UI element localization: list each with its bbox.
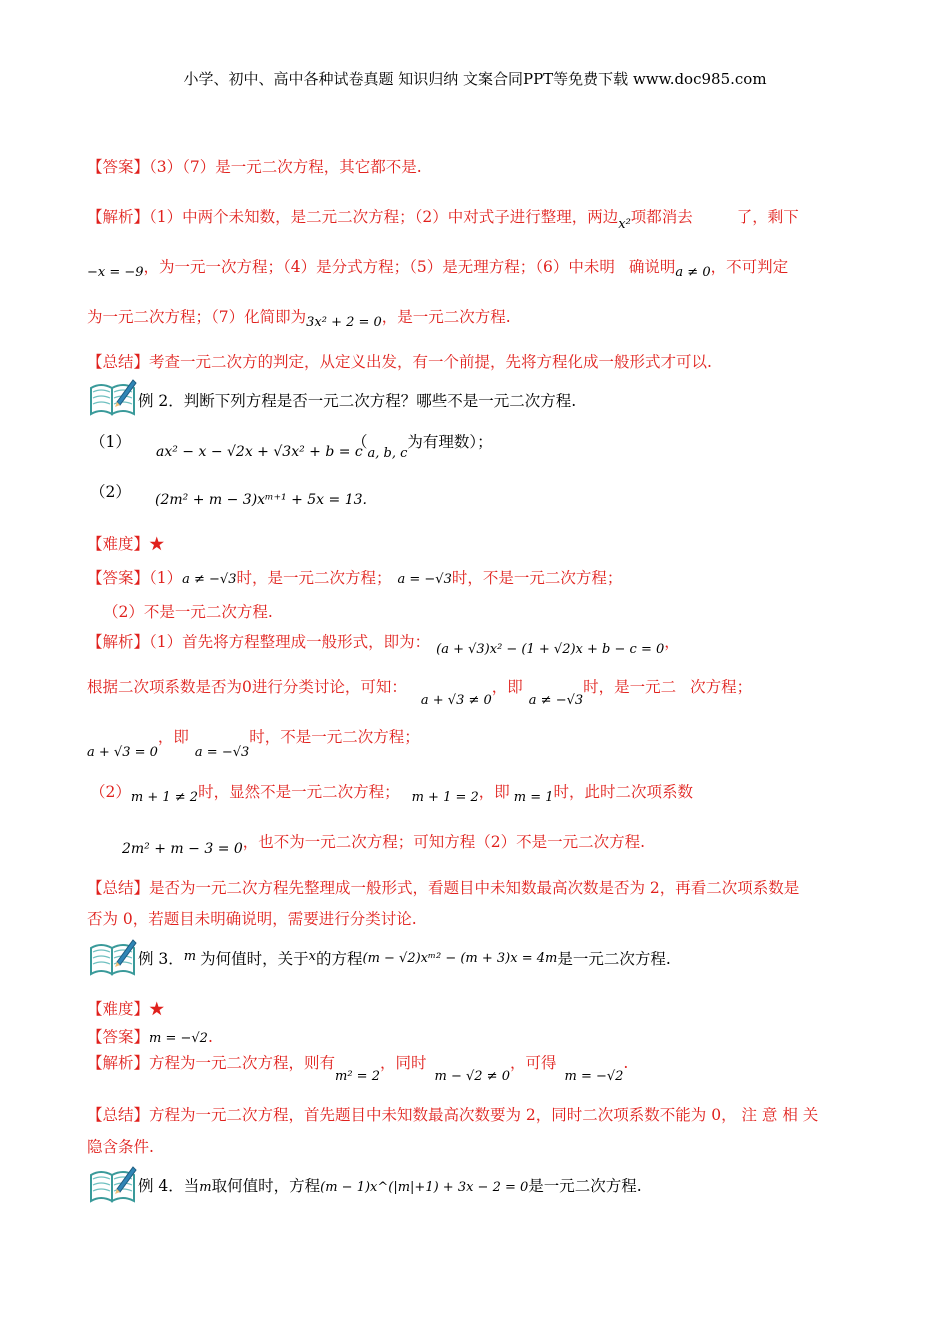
ex3-title-x: x (308, 949, 316, 964)
ex3-difficulty: 【难度】★ (87, 1000, 165, 1018)
ex1-analysis-b: ，为一元一次方程；（4）是分式方程；（5）是无理方程；（6）中未明 (143, 258, 615, 276)
ex3-title-c: 的方程 (315, 950, 363, 968)
ex4-title-c: 是一元二次方程. (528, 1177, 642, 1195)
ex2-analysis-d-math2: m + 1 = 2 (411, 790, 479, 805)
ex3-summary-a: 【总结】方程为一元二次方程，首先题目中未知数最高次数要为 2，同时二次项系数不能为 0， 注 意 相 关 (87, 1106, 819, 1124)
ex3-answer-end: . (207, 1028, 213, 1046)
ex2-analysis-b-math2: a ≠ −√3 (528, 693, 584, 708)
ex1-analysis-b-math1: −x = −9 (87, 265, 144, 280)
ex2-analysis-d-mid2: ，即 (478, 783, 510, 801)
ex2-analysis-line4 (90, 780, 694, 805)
ex2-analysis-b-math1: a + √3 ≠ 0 (420, 693, 492, 708)
ex1-summary: 【总结】考查一元二次方的判定，从定义出发，有一个前提，先将方程化成一般形式才可以. (87, 353, 712, 371)
ex2-answer-a-mid: 时，是一元二次方程； (236, 569, 392, 587)
ex1-analysis-line3 (87, 305, 511, 330)
ex3-analysis: 【解析】方程为一元二次方程，则有 (87, 1054, 336, 1072)
ex1-analysis-a-end: 项都消去 (630, 208, 693, 226)
ex2-analysis-e-end: ，也不为一元二次方程；可知方程（2）不是一元二次方程. (242, 833, 646, 851)
ex2-analysis-d: （2） (90, 783, 131, 801)
ex2-analysis-b-mid: ，即 (491, 678, 523, 696)
ex2-analysis-line3 (87, 725, 420, 760)
ex2-item2-math-text: (2m² + m − 3)xᵐ⁺¹ + 5x = 13 (155, 492, 363, 508)
ex2-item2-end: . (362, 492, 367, 508)
ex4-title-b: 取何值时，方程 (211, 1177, 321, 1195)
ex1-analysis-line1 (87, 205, 799, 232)
ex2-item1-note-open: （ (352, 433, 368, 451)
ex2-analysis-d-math3: m = 1 (513, 790, 554, 805)
ex1-analysis-line2 (87, 255, 789, 280)
ex2-analysis-d-end: 时，此时二次项系数 (553, 783, 694, 801)
ex3-title-math: (m − √2)xᵐ² − (m + 3)x = 4m (362, 951, 558, 966)
ex1-analysis-b2: 确说明 (628, 258, 676, 276)
ex2-item1-note-math: a, b, c (367, 446, 408, 461)
ex3-answer-math: m = −√2 (149, 1031, 208, 1046)
ex1-analysis-c-math: 3x² + 2 = 0 (306, 315, 382, 330)
ex1-analysis-c-end: ，是一元二次方程. (381, 308, 511, 326)
ex1-analysis-b-end: ，不可判定 (710, 258, 789, 276)
ex2-analysis-b: 根据二次项系数是否为0进行分类讨论，可知： (87, 678, 407, 696)
ex3-analysis-math2: m − √2 ≠ 0 (434, 1069, 510, 1084)
ex2-analysis-b-end2: 次方程； (690, 678, 753, 696)
ex2-analysis-d-math1: m + 1 ≠ 2 (130, 790, 199, 805)
ex3-analysis-math3: m = −√2 (564, 1069, 624, 1084)
ex2-analysis-line1 (87, 630, 680, 657)
ex3-analysis-mid: ，同时 (379, 1054, 427, 1072)
ex2-item1-math: ax² − x − √2x + √3x² + b = c (156, 444, 363, 460)
book-pencil-icon (89, 378, 137, 416)
ex3-summary-b: 隐含条件. (87, 1138, 154, 1156)
ex4-title (138, 1174, 642, 1196)
ex2-analysis-a: 【解析】（1）首先将方程整理成一般形式，即为： (87, 633, 431, 651)
ex3-title-a: 例 3． (138, 950, 184, 968)
book-pencil-icon (89, 938, 137, 976)
ex2-analysis-d-mid: 时，显然不是一元二次方程； (198, 783, 400, 801)
page-header: 小学、初中、高中各种试卷真题 知识归纳 文案合同PPT等免费下载 www.doc985.com (183, 70, 767, 88)
ex2-analysis-c-math2: a = −√3 (194, 745, 250, 760)
ex1-analysis-b-math2: a ≠ 0 (675, 265, 711, 280)
ex1-analysis-a: 【解析】（1）中两个未知数，是二元二次方程；（2）中对式子进行整理，两边 (87, 208, 619, 226)
ex2-answer-a-math1: a ≠ −√3 (182, 572, 237, 587)
ex2-summary-b: 否为 0，若题目未明确说明，需要进行分类讨论. (87, 910, 417, 928)
ex2-analysis-c-math1: a + √3 = 0 (87, 745, 158, 760)
ex2-answer-a-math2: a = −√3 (397, 572, 452, 587)
ex3-title-d: 是一元二次方程. (557, 950, 671, 968)
ex2-analysis-b-end: 时，是一元二 (583, 678, 677, 696)
ex3-title (138, 947, 671, 969)
ex1-analysis-a-math: x² (618, 217, 631, 232)
ex2-summary-a: 【总结】是否为一元二次方程先整理成一般形式，看题目中未知数最高次数是否为 2，再看二次项系数是 (87, 879, 800, 897)
ex2-item2-label: （2） (90, 483, 131, 501)
ex3-answer: 【答案】 (87, 1028, 150, 1046)
ex2-answer-b: （2）不是一元二次方程. (103, 603, 273, 621)
ex3-answer-line (87, 1025, 213, 1047)
ex2-analysis-e-math: 2m² + m − 3 = 0 (122, 841, 243, 857)
ex1-analysis-c: 为一元二次方程；（7）化简即为 (87, 308, 307, 326)
ex4-title-math: (m − 1)x^(|m|+1) + 3x − 2 = 0 (320, 1180, 529, 1195)
ex2-title: 例 2．判断下列方程是否一元二次方程？哪些不是一元二次方程. (138, 392, 577, 410)
ex2-answer-a-end: 时，不是一元二次方程； (451, 569, 623, 587)
ex3-title-b: 为何值时，关于 (200, 950, 309, 968)
ex4-title-a: 例 4．当 (138, 1177, 200, 1195)
ex3-analysis-math1: m² = 2 (335, 1069, 380, 1084)
ex2-difficulty: 【难度】★ (87, 535, 165, 553)
ex2-analysis-c-mid: ，即 (157, 728, 189, 746)
ex2-answer-a: 【答案】（1） (87, 569, 183, 587)
ex4-title-m: m (199, 1180, 212, 1195)
ex2-answer-line1 (87, 566, 622, 588)
ex3-analysis-mid2: ，可得 (509, 1054, 557, 1072)
ex2-analysis-line5 (122, 830, 646, 857)
ex1-answer: 【答案】（3）（7）是一元二次方程，其它都不是. (87, 158, 422, 176)
ex3-title-m: m (183, 949, 197, 964)
ex2-item1-note-text: 为有理数）； (407, 433, 493, 451)
ex2-analysis-a-end: ， (664, 633, 680, 651)
ex2-analysis-a-math: (a + √3)x² − (1 + √2)x + b − c = 0 (436, 642, 665, 657)
ex2-item2-math (155, 492, 367, 508)
ex2-item1-note (352, 430, 493, 461)
book-pencil-icon (89, 1165, 137, 1203)
ex2-analysis-c-end: 时，不是一元二次方程； (249, 728, 420, 746)
ex2-item1-label: （1） (90, 433, 131, 451)
ex3-analysis-end: . (623, 1054, 629, 1072)
ex1-analysis-a-end2: 了，剩下 (736, 208, 799, 226)
